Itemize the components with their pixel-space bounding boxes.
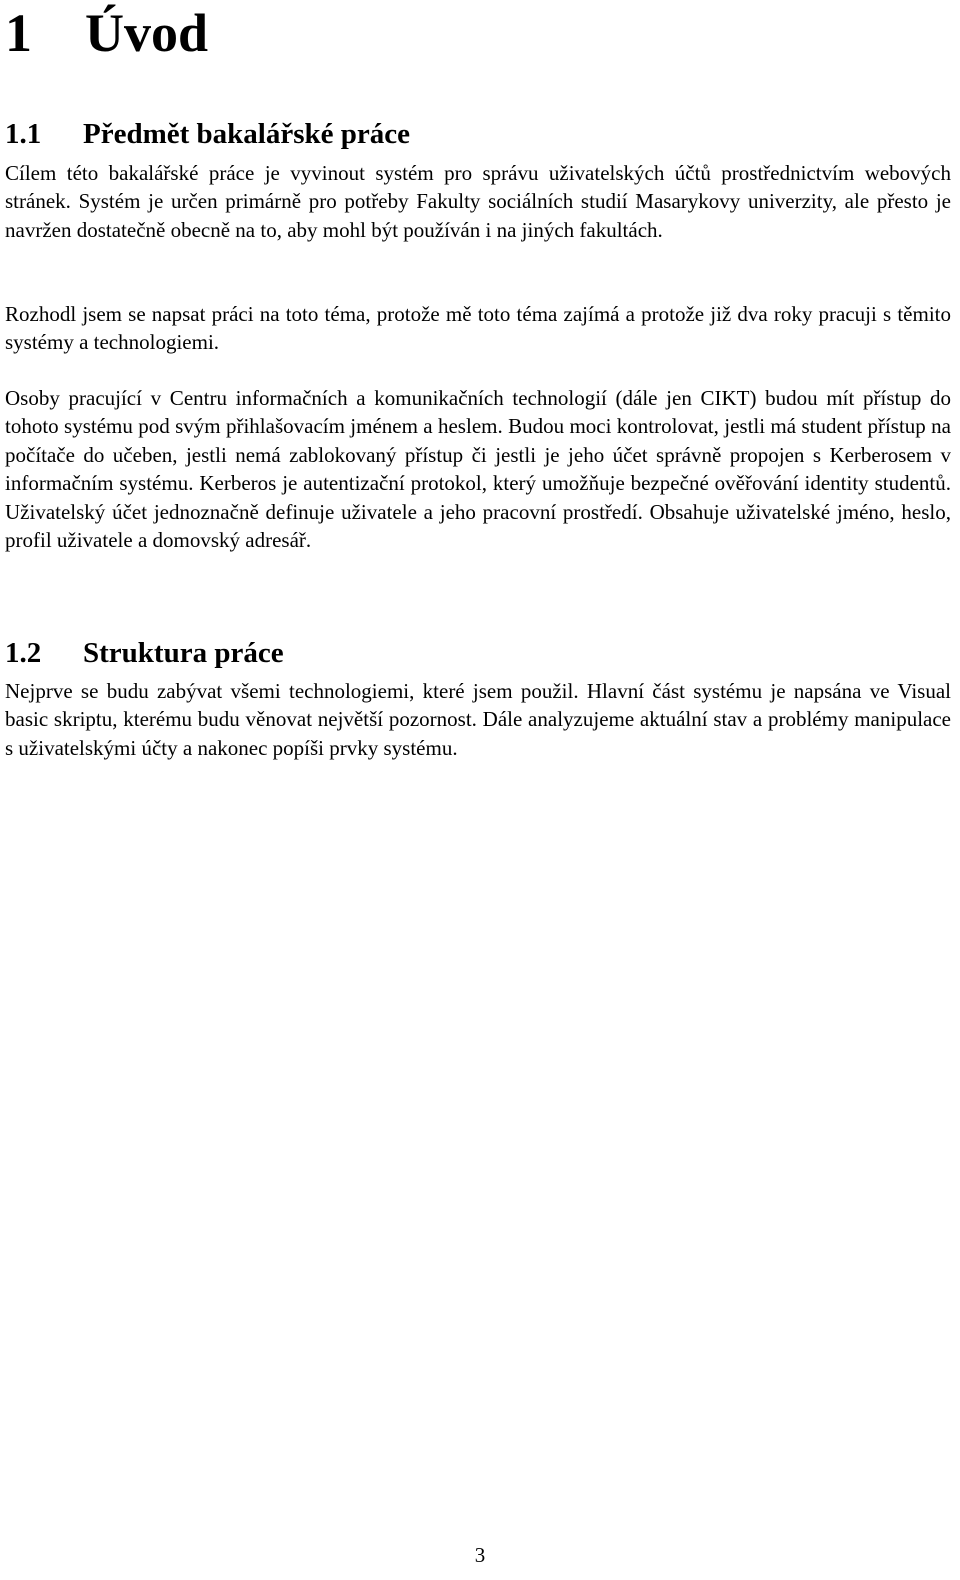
section-heading-1-1 (5, 116, 410, 152)
paragraph-cikt: Osoby pracující v Centru informačních a komunikačních technologií (dále jen CIKT) budou mít přístup do tohoto systému pod svým přihlašovacím jménem a heslem. Budou moci kontrolovat, jestli má student přístup na počítače do učeben, jestli nemá zablokovaný přístup či jestli je jeho účet správně propojen s Kerberosem v informačním systému. Kerberos je autentizační protokol, který umožňuje bezpečné ověřování identity studentů. Uživatelský účet jednoznačně definuje uživatele a jeho pracovní prostředí. Obsahuje uživatelské jméno, heslo, profil uživatele a domovský adresář. (5, 386, 951, 553)
section-number: 1.1 (5, 118, 42, 150)
section-title: Předmět bakalářské práce (83, 118, 410, 150)
page-number: 3 (474, 1543, 486, 1567)
section-number: 1.2 (5, 637, 42, 669)
chapter-heading (5, 2, 208, 64)
section-title: Struktura práce (83, 637, 284, 669)
paragraph-goal: Cílem této bakalářské práce je vyvinout systém pro správu uživatelských účtů prostřednictvím webových stránek. Systém je určen primárně pro potřeby Fakulty sociálních studií Masarykovy univerzity, ale přesto je navržen dostatečně obecně na to, aby mohl být používán i na jiných fakultách. (5, 161, 951, 242)
chapter-number: 1 (5, 3, 32, 63)
section-heading-1-2 (5, 635, 284, 671)
paragraph-motivation: Rozhodl jsem se napsat práci na toto téma, protože mě toto téma zajímá a protože již dva roky pracuji s těmito systémy a technologiemi. (5, 302, 951, 355)
chapter-title: Úvod (85, 3, 209, 63)
paragraph-structure: Nejprve se budu zabývat všemi technologiemi, které jsem použil. Hlavní část systému je napsána ve Visual basic skriptu, kterému budu věnovat největší pozornost. Dále analyzujeme aktuální stav a problémy manipulace s uživatelskými účty a nakonec popíši prvky systému. (5, 679, 951, 760)
